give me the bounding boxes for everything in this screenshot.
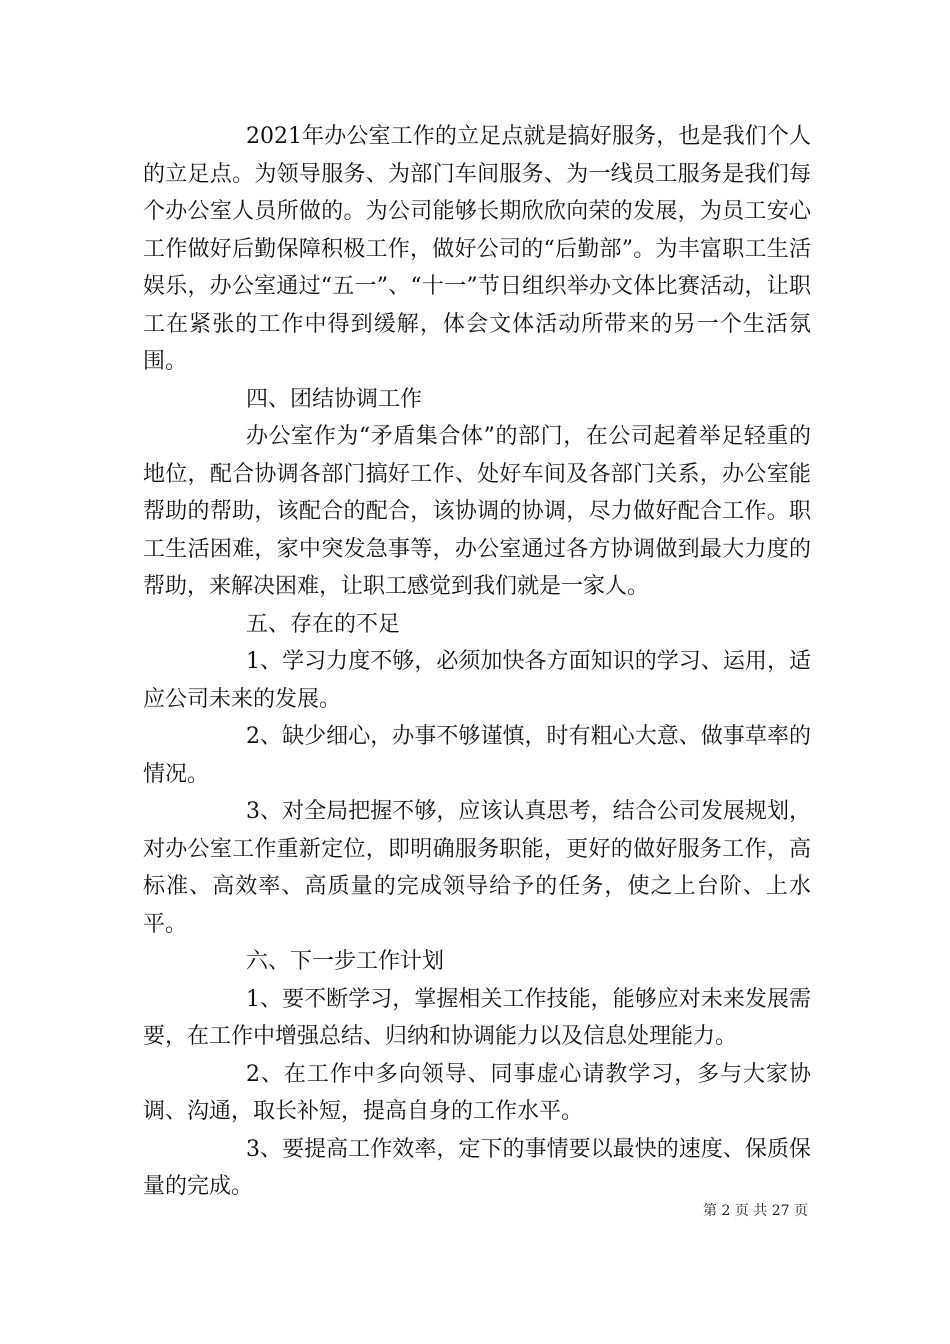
list-item-plan-1: 1、要不断学习，掌握相关工作技能，能够应对未来发展需要，在工作中增强总结、归纳和协调能力以及信息处理能力。 <box>143 986 811 1049</box>
list-item-shortcoming-3: 3、对全局把握不够，应该认真思考，结合公司发展规划，对办公室工作重新定位，即明确服务职能，更好的做好服务工作，高标准、高效率、高质量的完成领导给予的任务，使之上台阶、上水平。 <box>143 799 811 937</box>
section-heading-next-plan: 六、下一步工作计划 <box>246 949 445 974</box>
list-item-shortcoming-1: 1、学习力度不够，必须加快各方面知识的学习、运用，适应公司未来的发展。 <box>143 649 811 712</box>
list-item-plan-3: 3、要提高工作效率，定下的事情要以最快的速度、保质保量的完成。 <box>143 1136 811 1199</box>
list-item-plan-2: 2、在工作中多向领导、同事虚心请教学习，多与大家协调、沟通，取长补短，提高自身的工作水平。 <box>143 1061 811 1124</box>
paragraph-coordination: 办公室作为“矛盾集合体”的部门，在公司起着举足轻重的地位，配合协调各部门搞好工作、处好车间及各部门关系，办公室能帮助的帮助，该配合的配合，该协调的协调，尽力做好配合工作。职工生活困难，家中突发急事等，办公室通过各方协调做到最大力度的帮助，来解决困难，让职工感觉到我们就是一家人。 <box>143 424 811 599</box>
document-body <box>143 118 811 1206</box>
section-heading-coordination: 四、团结协调工作 <box>246 386 423 412</box>
page-number-footer: 第 2 页 共 27 页 <box>703 1203 808 1219</box>
section-heading-shortcomings: 五、存在的不足 <box>246 611 401 637</box>
paragraph-office-service: 2021年办公室工作的立足点就是搞好服务，也是我们个人的立足点。为领导服务、为部门车间服务、为一线员工服务是我们每个办公室人员所做的。为公司能够长期欣欣向荣的发展，为员工安心工作做好后勤保障积极工作，做好公司的“后勤部”。为丰富职工生活娱乐，办公室通过“五一”、“十一”节日组织举办文体比赛活动，让职工在紧张的工作中得到缓解，体会文体活动所带来的另一个生活氛围。 <box>143 124 811 374</box>
list-item-shortcoming-2: 2、缺少细心，办事不够谨慎，时有粗心大意、做事草率的情况。 <box>143 724 811 787</box>
